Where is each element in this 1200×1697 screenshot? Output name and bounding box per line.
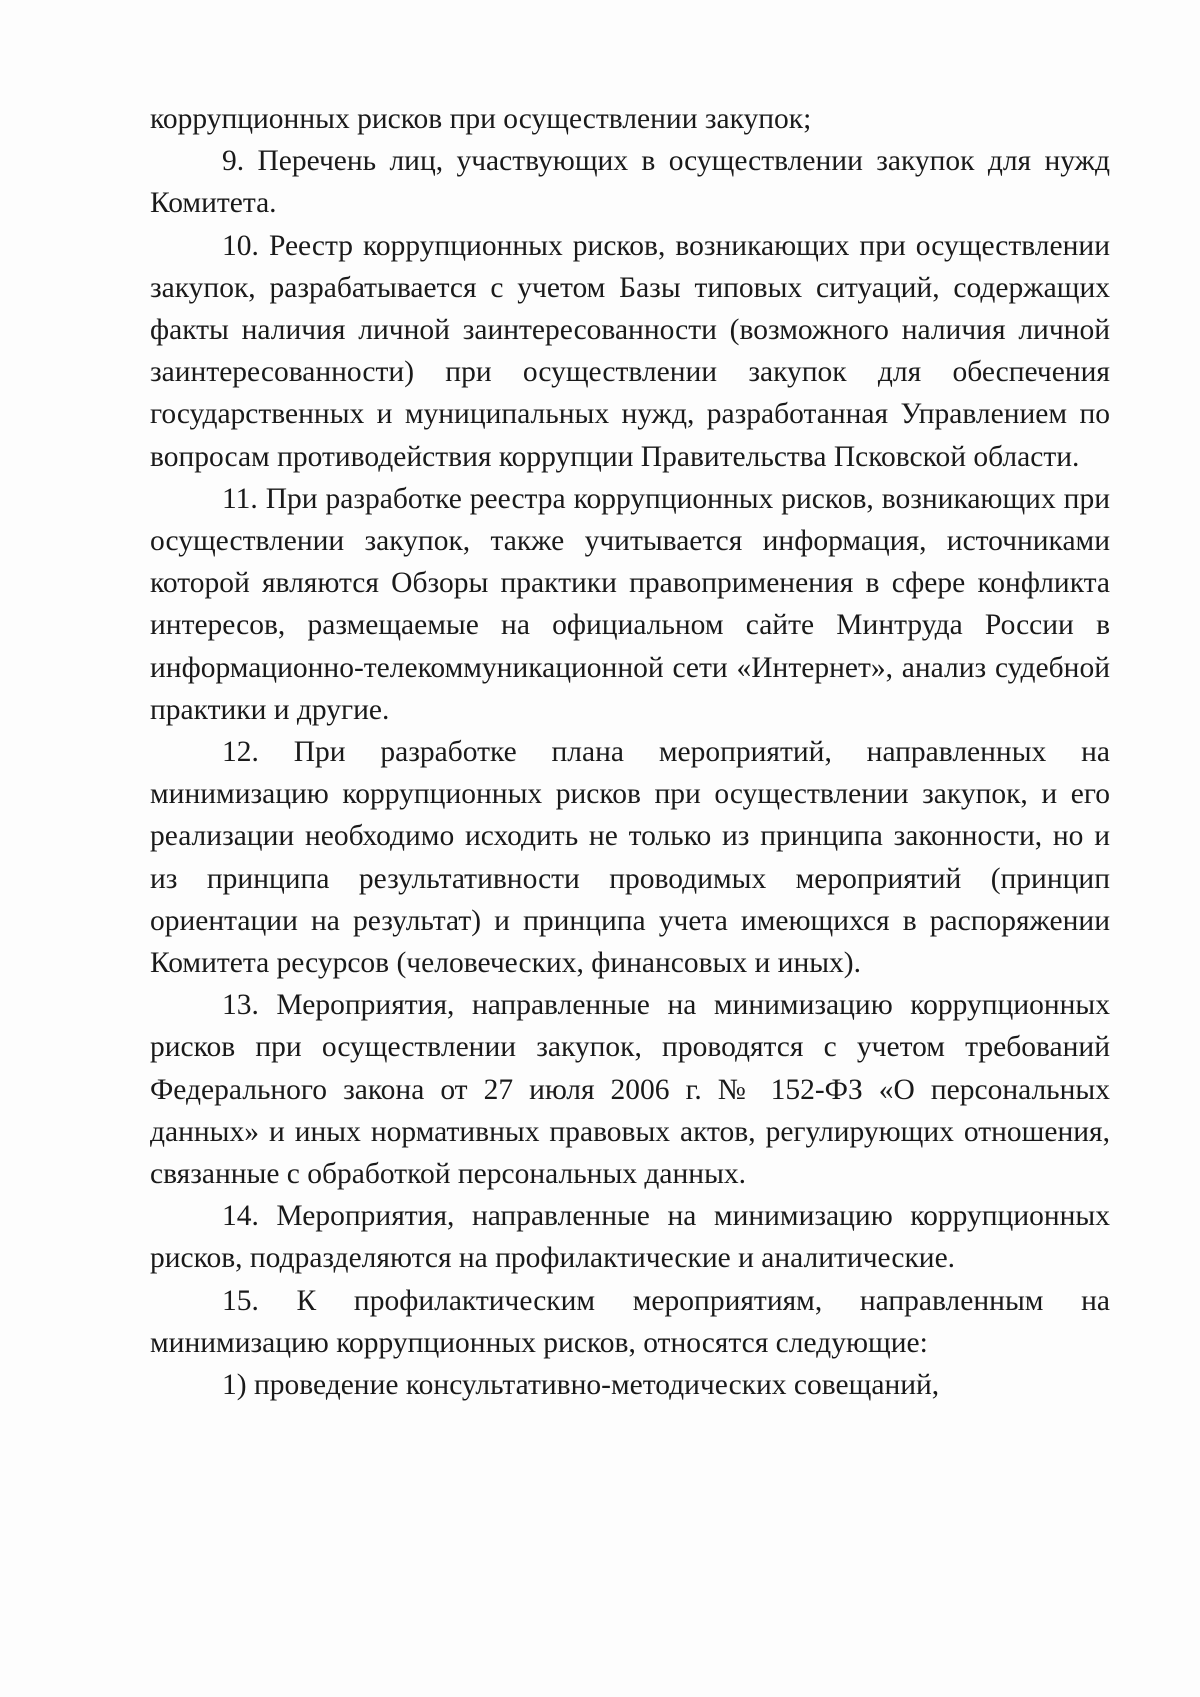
paragraph-13: 13. Мероприятия, направленные на минимизацию коррупционных рисков при осуществлении закупок, проводятся с учетом требований Федерального закона от 27 июля 2006 г. № 152-ФЗ «О персональных данных» и иных нормативных правовых актов, регулирующих отношения, связанные с обработкой персональных данных. bbox=[150, 989, 1110, 1191]
paragraph-15: 15. К профилактическим мероприятиям, направленным на минимизацию коррупционных рисков, относятся следующие: bbox=[150, 1284, 1110, 1359]
paragraph-14: 14. Мероприятия, направленные на минимизацию коррупционных рисков, подразделяются на профилактические и аналитические. bbox=[150, 1200, 1110, 1275]
paragraph-12: 12. При разработке плана мероприятий, направленных на минимизацию коррупционных рисков при осуществлении закупок, и его реализации необходимо исходить не только из принципа законности, но и из принципа результативности проводимых мероприятий (принцип ориентации на результат) и принципа учета имеющихся в распоряжении Комитета ресурсов (человеческих, финансовых и иных). bbox=[150, 736, 1110, 980]
paragraph-15-item-1: 1) проведение консультативно-методических совещаний, bbox=[222, 1369, 940, 1402]
paragraph-10: 10. Реестр коррупционных рисков, возникающих при осуществлении закупок, разрабатывается с учетом Базы типовых ситуаций, содержащих факты наличия личной заинтересованности (возможного наличия личной заинтересованности) при осуществлении закупок для обеспечения государственных и муниципальных нужд, разработанная Управлением по вопросам противодействия коррупции Правительства Псковской области. bbox=[150, 229, 1110, 473]
paragraph-11: 11. При разработке реестра коррупционных рисков, возникающих при осуществлении закупок, также учитывается информация, источниками которой являются Обзоры практики правоприменения в сфере конфликта интересов, размещаемые на официальном сайте Минтруда России в информационно-телекоммуникационной сети «Интернет», анализ судебной практики и другие. bbox=[150, 482, 1110, 726]
paragraph-9: 9. Перечень лиц, участвующих в осуществлении закупок для нужд Комитета. bbox=[150, 145, 1110, 220]
paragraph-8-continuation: коррупционных рисков при осуществлении закупок; bbox=[150, 103, 812, 135]
document-body bbox=[150, 98, 1110, 1406]
